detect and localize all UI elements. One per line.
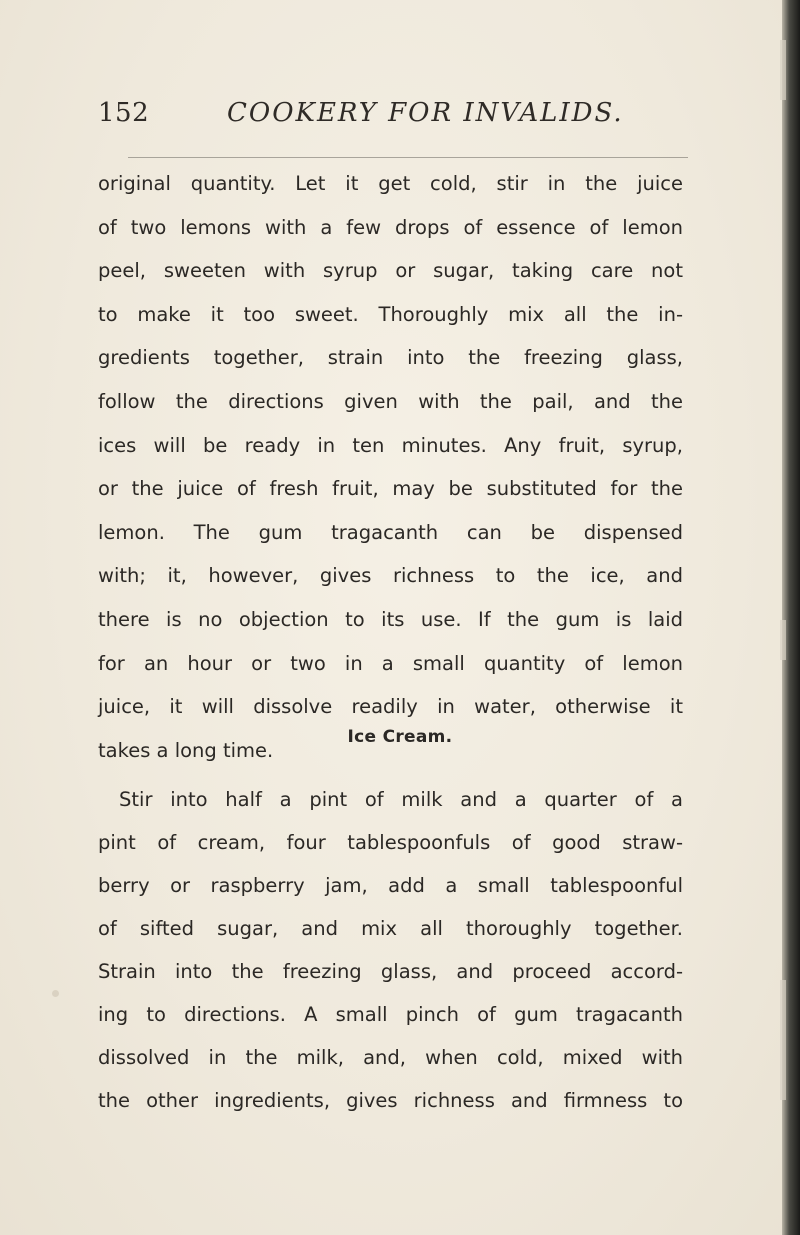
text-line: to make it too sweet. Thoroughly mix all the in- (98, 302, 683, 326)
text-line: Strain into the freezing glass, and proceed accord- (98, 960, 683, 983)
text-line: gredients together, strain into the freezing glass, (98, 346, 683, 370)
page-header (98, 98, 678, 148)
paragraph-2 (98, 778, 683, 1122)
spine-highlight (780, 40, 786, 100)
paper-speck (52, 990, 59, 997)
text-line: original quantity. Let it get cold, stir in the juice (98, 172, 683, 195)
section-heading: Ice Cream. (347, 727, 453, 747)
text-line: pint of cream, four tablespoonfuls of good straw- (98, 831, 683, 854)
text-line: dissolved in the milk, and, when cold, mixed with (98, 1046, 683, 1069)
text-line: juice, it will dissolve readily in water, otherwise it (98, 695, 683, 719)
text-line: lemon. The gum tragacanth can be dispensed (98, 520, 683, 544)
page-number: 152 (98, 98, 150, 128)
text-line: berry or raspberry jam, add a small tablespoonful (98, 874, 683, 897)
text-line: Stir into half a pint of milk and a quarter of a (119, 788, 683, 811)
spine-highlight (780, 980, 786, 1100)
text-line: there is no objection to its use. If the gum is laid (98, 607, 683, 631)
text-line: of two lemons with a few drops of essence of lemon (98, 215, 683, 239)
text-line: of sifted sugar, and mix all thoroughly together. (98, 917, 683, 940)
text-line: for an hour or two in a small quantity of lemon (98, 651, 683, 675)
header-rule (128, 157, 688, 158)
spine-highlight (780, 620, 786, 660)
text-line: the other ingredients, gives richness and firmness to (98, 1089, 683, 1112)
text-line: follow the directions given with the pail, and the (98, 389, 683, 413)
text-line: ing to directions. A small pinch of gum tragacanth (98, 1003, 683, 1026)
text-line: ices will be ready in ten minutes. Any fruit, syrup, (98, 433, 683, 457)
text-line: takes a long time. (98, 738, 274, 762)
running-title: COOKERY FOR INVALIDS. (227, 98, 624, 128)
text-line: or the juice of fresh fruit, may be substituted for the (98, 477, 683, 501)
paragraph-1 (98, 162, 683, 772)
text-line: with; it, however, gives richness to the ice, and (98, 564, 683, 588)
text-line: peel, sweeten with syrup or sugar, taking care not (98, 259, 683, 283)
